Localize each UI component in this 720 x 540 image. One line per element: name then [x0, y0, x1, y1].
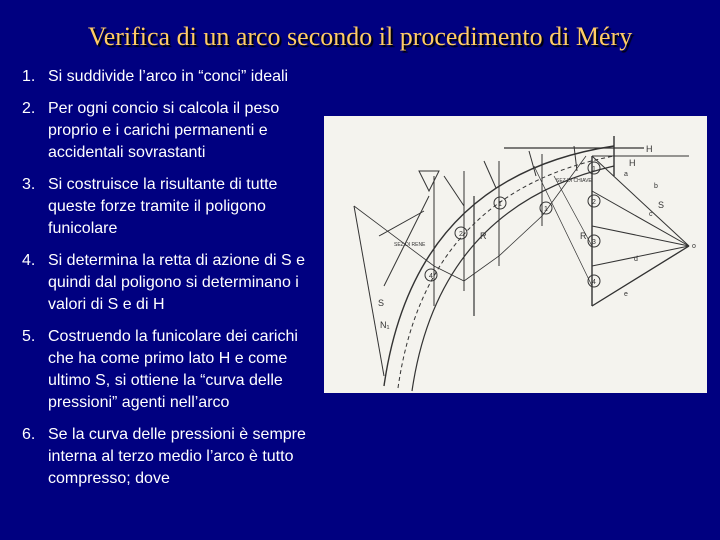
- list-text: Per ogni concio si calcola il peso proprio e i carichi permanenti e accidentali sovrastanti: [48, 100, 280, 161]
- diagram-svg: [324, 116, 707, 393]
- label-e: e: [624, 291, 628, 298]
- label-num-4: 4: [429, 273, 433, 280]
- s-action-line: [384, 196, 429, 286]
- label-s: S: [378, 298, 385, 308]
- force-ray: [592, 156, 689, 246]
- pressure-curve: [398, 156, 614, 388]
- list-item: [22, 250, 312, 316]
- label-d: d: [634, 256, 638, 263]
- list-text: Se la curva delle pressioni è sempre interna al terzo medio l’arco è tutto compresso; dove: [48, 426, 306, 487]
- steps-list: [22, 66, 312, 500]
- label-a: a: [624, 171, 628, 178]
- s-line: [354, 206, 384, 376]
- list-number: 1.: [22, 68, 36, 85]
- list-number: 5.: [22, 328, 36, 345]
- force-s: [592, 246, 689, 306]
- list-number: 3.: [22, 176, 36, 193]
- force-ray: [592, 226, 689, 246]
- label-b: b: [654, 183, 658, 190]
- list-item: [22, 66, 312, 88]
- voussoir-joint: [574, 146, 577, 171]
- label-s-right: S: [658, 200, 665, 210]
- label-num-4c: 4: [592, 279, 596, 286]
- list-text: Costruendo la funicolare dei carichi che ha come primo lato H e come ultimo S, si ottiene la “curva delle pressioni” agenti nell’arco: [48, 328, 298, 411]
- mery-arch-diagram: [324, 116, 707, 393]
- label-num-3c: 3: [592, 239, 596, 246]
- list-item: [22, 174, 312, 240]
- list-item: [22, 424, 312, 490]
- list-item: [22, 98, 312, 164]
- list-item: [22, 326, 312, 414]
- label-r: R: [480, 231, 487, 241]
- voussoir-joint: [529, 151, 536, 176]
- list-number: 6.: [22, 426, 36, 443]
- label-sez-chiave: SEZ.DI CHIAVE: [556, 178, 592, 184]
- label-r-right: R: [580, 231, 587, 241]
- label-num-1b: 1: [544, 206, 548, 213]
- label-h-right: H: [629, 158, 636, 168]
- force-ray: [534, 166, 592, 286]
- label-h: H: [646, 144, 653, 154]
- slide-title: Verifica di un arco secondo il procedimento di Méry: [87, 22, 633, 51]
- list-number: 2.: [22, 100, 36, 117]
- label-num-1c: 1: [592, 166, 596, 173]
- label-num-2c: 2: [592, 199, 596, 206]
- voussoir-joint: [484, 161, 496, 188]
- list-text: Si suddivide l’arco in “conci” ideali: [48, 68, 289, 85]
- load-triangle: [419, 171, 439, 191]
- list-text: Si costruisce la risultante di tutte queste forze tramite il poligono funicolare: [48, 176, 278, 237]
- label-sez-rene: SEZ.DI RENE: [394, 242, 426, 248]
- voussoir-joint: [444, 176, 464, 206]
- list-number: 4.: [22, 252, 36, 269]
- arch-intrados: [412, 166, 614, 391]
- label-c: c: [649, 211, 653, 218]
- springing-section: [379, 211, 424, 236]
- list-text: Si determina la retta di azione di S e quindi dal poligono si determinano i valori di S e di H: [48, 252, 306, 313]
- label-num-1: 1: [498, 201, 502, 208]
- label-num-2: 2: [459, 231, 463, 238]
- force-ray: [592, 191, 689, 246]
- label-o: o: [692, 243, 696, 250]
- force-ray: [592, 246, 689, 266]
- label-n1: N₁: [380, 320, 390, 330]
